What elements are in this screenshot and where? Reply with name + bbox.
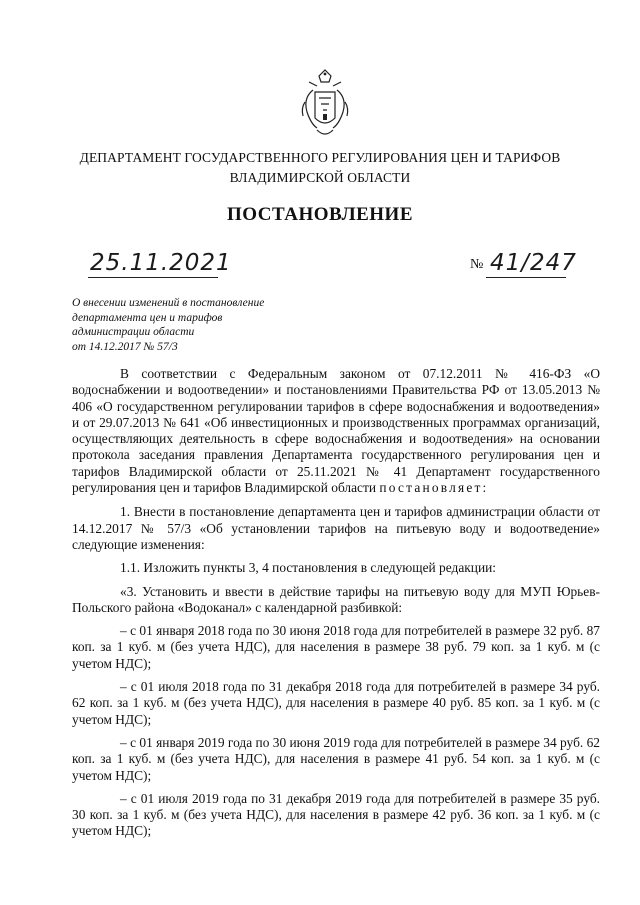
department-name-line2: ВЛАДИМИРСКОЙ ОБЛАСТИ [229,170,411,185]
tariff-paragraph: – с 01 января 2019 года по 30 июня 2019 года для потребителей в размере 34 руб. 62 коп. за 1 куб. м (без учета НДС), для населения в размере 41 руб. 54 коп. за 1 куб. м (с учетом НДС); [72,734,600,783]
decree-word: постановляет: [379,480,489,496]
item-1-1-paragraph: 1.1. Изложить пункты 3, 4 постановления в следующей редакции: [120,560,497,576]
department-name-line1: ДЕПАРТАМЕНТ ГОСУДАРСТВЕННОГО РЕГУЛИРОВАНИЯ ЦЕН И ТАРИФОВ [79,150,561,165]
subject-line: департамента цен и тарифов [72,311,223,324]
number-underline [486,277,566,278]
intro-paragraph [72,366,600,496]
subject-line: от 14.12.2017 № 57/3 [72,340,178,353]
subject-line: О внесении изменений в постановление [72,297,265,309]
intro-text: В соответствии с Федеральным законом от 07.12.2011 № 416-ФЗ «О водоснабжении и водоотведении» и постановлениями Правительства РФ от 13.05.2013 № 406 «О государственном регулировании тарифов в сфере водоснабжения и водоотведения» и от 29.07.2013 № 641 «Об инвестиционных и производственных программах организаций, осуществляющих деятельность в сфере водоснабжения и водоотведения» на основании протокола заседания правления Департамента государственного регулирования цен и тарифов Владимирской области от 25.11.2021 № 41 Департамент государственного регулирования цен и тарифов Владимирской области [72,366,600,496]
item-1-paragraph: 1. Внести в постановление департамента цен и тарифов администрации области от 14.12.2017 № 57/3 «Об установлении тарифов на питьевую воду и водоотведение» следующие изменения: [72,504,600,552]
subject-line: администрации области [72,326,195,338]
subject-block [72,296,332,354]
item-3-paragraph: «3. Установить и ввести в действие тарифы на питьевую воду для МУП Юрьев-Польского района «Водоканал» с календарной разбивкой: [72,583,600,615]
document-body [72,366,600,847]
date-underline [88,277,218,278]
tariff-paragraph: – с 01 июля 2018 года по 31 декабря 2018 года для потребителей в размере 34 руб. 62 коп. за 1 куб. м (без учета НДС), для населения в размере 40 руб. 85 коп. за 1 куб. м (с учетом НДС); [72,679,600,727]
coat-of-arms-icon [299,68,351,144]
tariff-paragraph: – с 01 января 2018 года по 30 июня 2018 года для потребителей в размере 32 руб. 87 коп. за 1 куб. м (без учета НДС), для населения в размере 38 руб. 79 коп. за 1 куб. м (с учетом НДС); [72,623,600,671]
handwritten-date: 25.11.2021 [90,250,232,276]
document-title: ПОСТАНОВЛЕНИЕ [226,204,414,225]
number-label: № [470,257,484,272]
tariff-paragraph: – с 01 июля 2019 года по 31 декабря 2019 года для потребителей в размере 35 руб. 30 коп. за 1 куб. м (без учета НДС), для населения в размере 42 руб. 36 коп. за 1 куб. м (с учетом НДС); [72,790,600,839]
handwritten-number: 41/247 [490,250,577,276]
